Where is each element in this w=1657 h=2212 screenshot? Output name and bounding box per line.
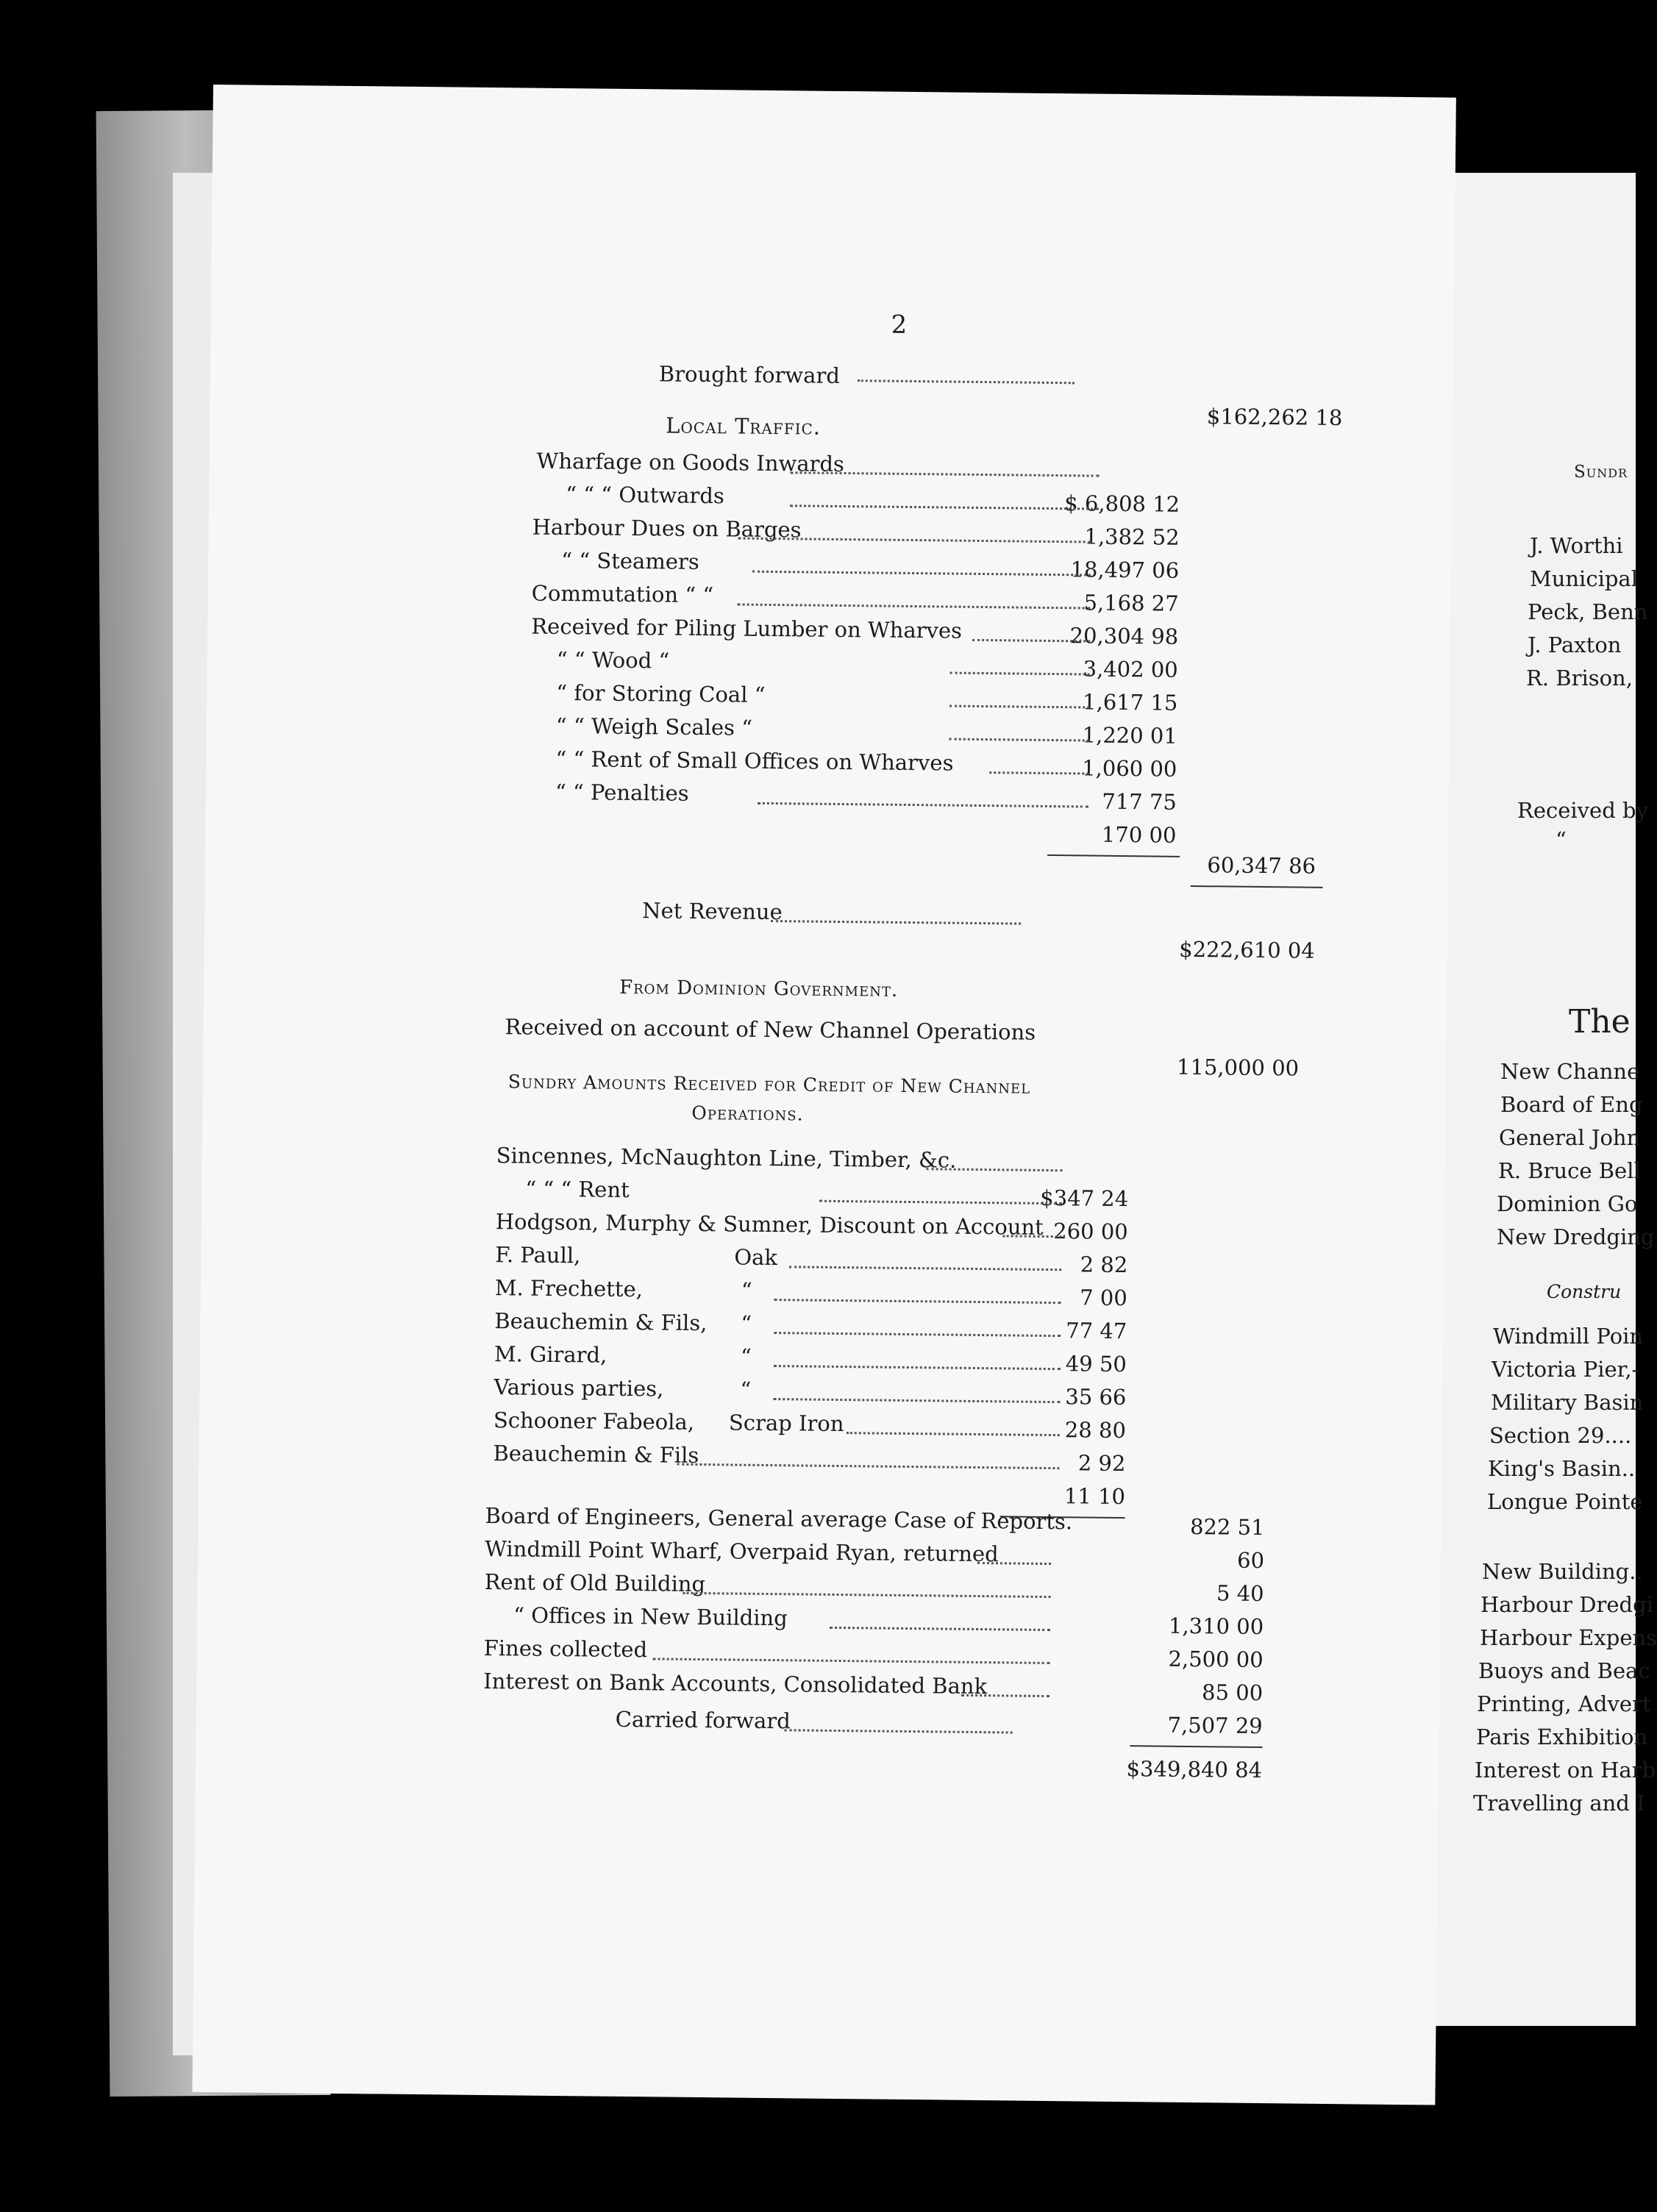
local-item-label: “ for Storing Coal “ <box>556 679 766 707</box>
local-item-amount: 1,617 15 <box>1082 689 1178 716</box>
local-traffic-total: 60,347 86 <box>1207 852 1316 879</box>
total-rule <box>1130 1745 1262 1748</box>
local-item-label: Wharfage on Goods Inwards <box>536 448 845 477</box>
local-item-label: Received for Piling Lumber on Wharves <box>531 613 963 643</box>
leader-dots <box>653 1658 1050 1664</box>
sundry-item-note: Scrap Iron <box>728 1410 844 1437</box>
other-item-amount: 1,310 00 <box>1168 1613 1264 1640</box>
local-item-label: “ “ Steamers <box>561 547 699 574</box>
sundry-item-amount: 2 82 <box>1080 1252 1128 1278</box>
other-item-amount: 7,507 29 <box>1167 1712 1263 1739</box>
right-list1-5: Dominion Go <box>1497 1191 1638 1216</box>
right-title: The <box>1569 1003 1631 1041</box>
right-name-1: J. Worthi <box>1530 533 1623 558</box>
sundry-item-amount: 77 47 <box>1066 1318 1127 1344</box>
sundry-item-label: F. Paull, <box>495 1242 581 1269</box>
right-heading: Sundr <box>1574 463 1628 482</box>
other-item-label: Windmill Point Wharf, Overpaid Ryan, returned <box>484 1535 999 1567</box>
right-list2-5: King's Basin.. <box>1488 1456 1636 1481</box>
sundry-heading-line1: Sundry Amounts Received for Credit of New Channel <box>507 1071 1031 1098</box>
brought-forward-amount: $162,262 18 <box>1206 404 1343 431</box>
other-item-amount: 2,500 00 <box>1168 1646 1264 1673</box>
local-item-amount: 1,060 00 <box>1082 755 1177 782</box>
right-list2-3: Military Basin <box>1491 1390 1644 1415</box>
leader-dots <box>949 738 1089 742</box>
local-item-label: “ “ “ Outwards <box>566 482 725 509</box>
sundry-heading-line2: Operations. <box>691 1102 804 1125</box>
local-item-label: “ “ Rent of Small Offices on Wharves <box>555 746 954 776</box>
right-list2-1: Windmill Poin <box>1493 1324 1644 1349</box>
right-list1-1: New Channe <box>1500 1059 1640 1084</box>
sundry-item-amount: $347 24 <box>1040 1185 1129 1212</box>
leader-dots <box>858 379 1075 384</box>
sundry-item-note: “ <box>741 1310 752 1336</box>
right-list2-4: Section 29.... <box>1489 1423 1632 1448</box>
sundry-item-amount: 2 92 <box>1077 1450 1126 1477</box>
sundry-item-amount: 35 66 <box>1065 1384 1127 1410</box>
right-construction-heading: Constru <box>1547 1281 1622 1302</box>
local-item-amount: 3,402 00 <box>1083 656 1178 682</box>
right-list3-5: Printing, Advert <box>1477 1691 1651 1716</box>
right-name-4: J. Paxton <box>1528 632 1622 657</box>
sundry-item-label: Sincennes, McNaughton Line, Timber, &c. <box>496 1143 957 1173</box>
leader-dots <box>830 1627 1050 1631</box>
sundry-item-label: Beauchemin & Fils <box>493 1441 699 1469</box>
right-list3-3: Harbour Expens <box>1480 1625 1657 1650</box>
leader-dots <box>771 920 1021 925</box>
dominion-label: Received on account of New Channel Operations <box>505 1014 1036 1045</box>
local-traffic-heading: Local Traffic. <box>666 413 822 440</box>
right-received-1: Received by <box>1517 798 1648 823</box>
right-received-2: “ <box>1556 827 1567 852</box>
local-item-amount: 18,497 06 <box>1070 557 1180 583</box>
other-item-amount: 5 40 <box>1216 1580 1264 1607</box>
other-item-label: Rent of Old Building <box>484 1569 706 1597</box>
local-item-amount: 1,382 52 <box>1084 524 1180 550</box>
right-list3-7: Interest on Harb <box>1475 1758 1656 1783</box>
local-item-label: “ “ Wood “ <box>556 646 670 674</box>
sundry-item-label: M. Frechette, <box>494 1275 644 1302</box>
other-item-label: “ Offices in New Building <box>513 1602 788 1631</box>
sundry-item-amount: 49 50 <box>1065 1351 1127 1377</box>
right-list1-2: Board of Eng <box>1500 1092 1643 1117</box>
right-name-3: Peck, Benn <box>1528 599 1648 624</box>
leader-dots <box>785 1729 1013 1733</box>
dominion-amount: 115,000 00 <box>1176 1054 1300 1081</box>
right-name-5: R. Brison, <box>1526 666 1633 691</box>
sundry-item-label: M. Girard, <box>493 1341 607 1368</box>
sundry-item-amount: 11 10 <box>1063 1483 1126 1510</box>
other-item-label: Interest on Bank Accounts, Consolidated Bank <box>483 1668 988 1699</box>
sundry-item-label: Various parties, <box>493 1374 664 1402</box>
right-list3-2: Harbour Dredgi <box>1480 1592 1653 1617</box>
carried-forward-label: Carried forward <box>615 1706 791 1734</box>
right-list3-1: New Building.. <box>1482 1559 1643 1584</box>
right-list3-8: Travelling and I <box>1473 1791 1645 1816</box>
right-name-2: Municipal <box>1530 566 1638 591</box>
net-revenue-amount: $222,610 04 <box>1179 936 1315 963</box>
local-item-amount: 717 75 <box>1102 788 1177 815</box>
leader-dots <box>683 1592 1051 1598</box>
right-list1-4: R. Bruce Bell <box>1498 1158 1641 1183</box>
local-item-amount: 170 00 <box>1101 821 1177 848</box>
local-item-label: “ “ Penalties <box>555 779 689 806</box>
right-list2-2: Victoria Pier,- <box>1492 1357 1639 1382</box>
right-list1-3: General John <box>1499 1125 1641 1150</box>
sundry-item-label: Schooner Fabeola, <box>493 1408 695 1435</box>
leader-dots <box>949 705 1089 709</box>
right-list2-6: Longue Pointe <box>1487 1489 1643 1514</box>
local-item-amount: 1,220 01 <box>1082 722 1177 749</box>
carried-forward-amount: $349,840 84 <box>1126 1756 1263 1783</box>
local-item-label: Harbour Dues on Barges <box>532 514 802 543</box>
sundry-item-label: “ “ “ Rent <box>525 1176 630 1203</box>
right-list3-4: Buoys and Beac <box>1478 1658 1650 1683</box>
sundry-item-note: “ <box>741 1277 752 1303</box>
page-number: 2 <box>891 310 908 340</box>
sundry-item-amount: 260 00 <box>1053 1219 1128 1245</box>
local-item-amount: 20,304 98 <box>1069 623 1179 649</box>
net-revenue-label: Net Revenue <box>642 898 783 925</box>
other-item-label: Board of Engineers, General average Case of Reports. <box>485 1502 1073 1535</box>
brought-forward-label: Brought forward <box>658 361 841 388</box>
ledger-page <box>192 85 1455 2105</box>
sundry-item-label: Beauchemin & Fils, <box>494 1308 708 1336</box>
right-list1-6: New Dredging <box>1497 1224 1655 1249</box>
other-item-amount: 60 <box>1236 1547 1265 1574</box>
sundry-item-note: Oak <box>734 1244 778 1271</box>
dominion-heading: From Dominion Government. <box>619 976 899 1002</box>
sundry-item-label: Hodgson, Murphy & Sumner, Discount on Account <box>495 1209 1044 1240</box>
sundry-item-amount: 28 80 <box>1064 1417 1127 1444</box>
sundry-item-amount: 7 00 <box>1080 1285 1127 1311</box>
right-list3-6: Paris Exhibition <box>1476 1724 1648 1749</box>
leader-dots <box>950 672 1090 676</box>
sundry-total: 822 51 <box>1189 1514 1265 1541</box>
sundry-item-note: “ <box>740 1377 752 1402</box>
local-item-amount: 5,168 27 <box>1083 590 1179 616</box>
subtotal-rule <box>1047 855 1180 857</box>
local-item-amount: $ 6,808 12 <box>1064 490 1180 517</box>
other-item-amount: 85 00 <box>1201 1680 1264 1706</box>
sundry-item-note: “ <box>740 1344 752 1369</box>
other-item-label: Fines collected <box>483 1635 648 1663</box>
total-rule <box>1191 885 1323 888</box>
local-item-label: “ “ Weigh Scales “ <box>555 713 753 741</box>
local-item-label: Commutation “ “ <box>531 580 714 608</box>
